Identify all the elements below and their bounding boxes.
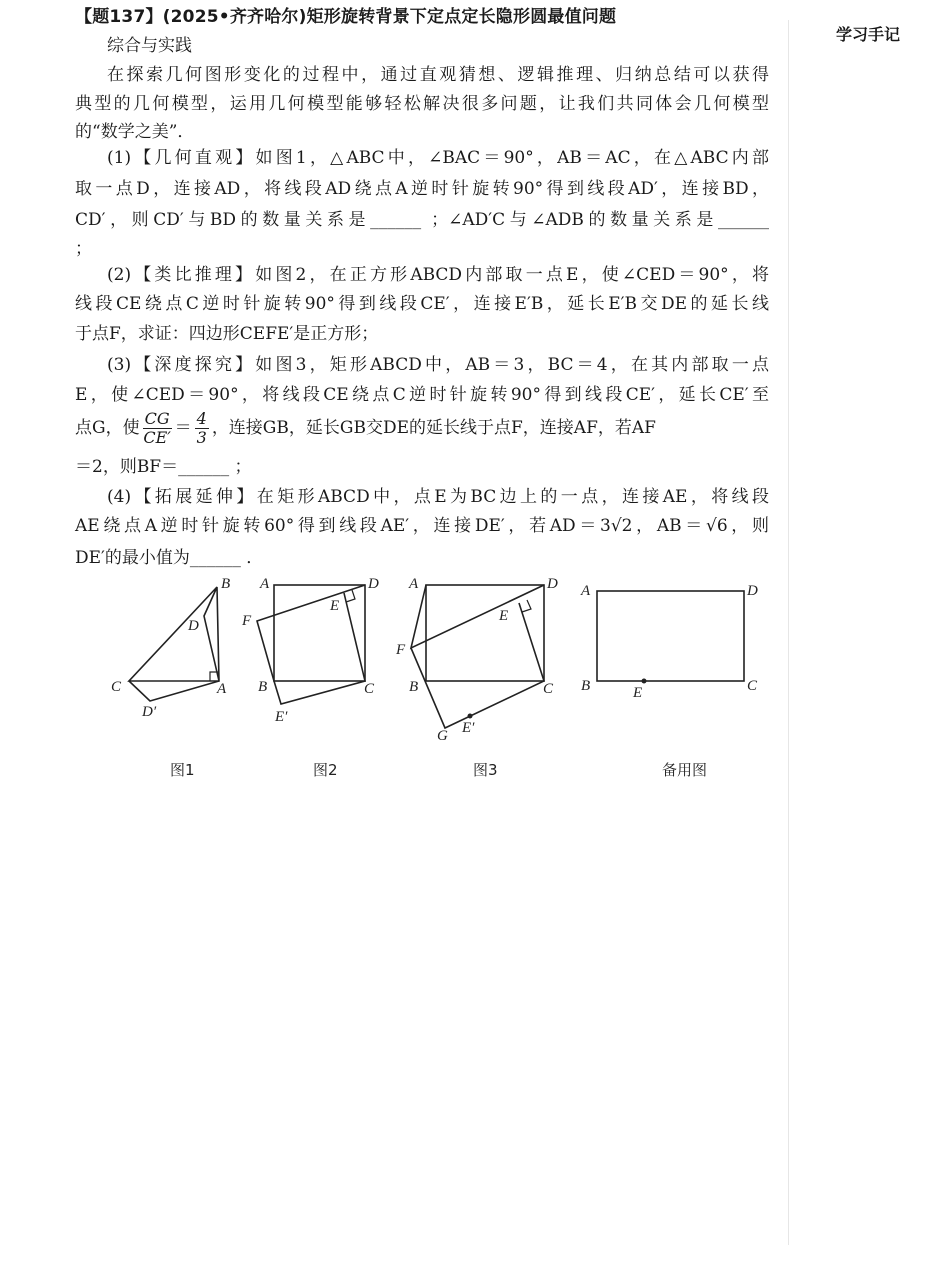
intro-line: 典型的几何模型，运用几何模型能够轻松解决很多问题，让我们共同体会几何模型 [75,94,769,114]
label-e: E [330,598,340,614]
point-e [642,679,647,684]
label-e-prime: E′ [275,709,288,725]
label-a: A [217,681,227,697]
figure-3 [411,585,544,728]
fraction-denominator: 3 [196,427,207,447]
label-d: D [368,576,379,592]
label-b: B [258,679,268,695]
label-c: C [111,679,122,695]
q3-text: 点G，使 [75,418,140,438]
q2-line: 线段CE绕点C逆时针旋转90°得到线段CE′，连接E′B，延长E′B交DE的延长线 [75,294,769,314]
figure-1-caption: 图1 [170,761,195,779]
label-b: B [581,678,591,694]
label-d-prime: D′ [142,704,157,720]
label-d: D [188,618,199,634]
q1-line: ； [75,239,92,259]
q1-line: 取一点D，连接AD，将线段AD绕点A逆时针旋转90°得到线段AD′，连接BD， [75,179,769,199]
figure-backup-caption: 备用图 [662,761,708,779]
section-heading: 综合与实践 [107,36,192,56]
label-c: C [543,681,554,697]
q3-line: E，使∠CED＝90°，将线段CE绕点C逆时针旋转90°得到线段CE′，延长CE′至 [75,385,769,405]
label-d: D [547,576,558,592]
study-notes-label: 学习手记 [836,25,901,44]
figure-2-caption: 图2 [313,761,338,779]
q2-line: (2)【类比推理】如图2，在正方形ABCD内部取一点E，使∠CED＝90°，将 [107,265,769,285]
label-a: A [581,583,591,599]
intro-line: 的“数学之美”． [75,122,195,142]
label-a: A [260,576,270,592]
q3-line: (3)【深度探究】如图3，矩形ABCD中，AB＝3，BC＝4，在其内部取一点 [107,355,769,375]
q2-line: 于点F，求证：四边形CEFE′是正方形； [75,324,379,344]
point-e-prime [468,714,473,719]
equals-sign: ＝ [174,418,192,438]
label-b: B [409,679,419,695]
label-f: F [242,613,252,629]
intro-line: 在探索几何图形变化的过程中，通过直观猜想、逻辑推理、归纳总结可以获得 [107,65,769,85]
fraction-denominator: CE′ [143,427,171,447]
label-e: E [499,608,509,624]
q1-line: CD′，则CD′与BD的数量关系是______ ；∠AD′C与∠ADB的数量关系是______ [75,210,769,230]
figure-backup [597,591,744,681]
label-e: E [633,685,643,701]
fraction-numerator: CG [144,408,170,428]
figure-3-caption: 图3 [473,761,498,779]
label-b: B [221,576,231,592]
q4-line: (4)【拓展延伸】在矩形ABCD中，点E为BC边上的一点，连接AE，将线段 [107,487,769,507]
problem-title: 【题137】(2025•齐齐哈尔)矩形旋转背景下定点定长隐形圆最值问题 [75,7,617,27]
label-c: C [747,678,758,694]
fraction-numerator: 4 [196,408,207,428]
q4-line: AE绕点A逆时针旋转60°得到线段AE′，连接DE′，若AD＝3√2，AB＝√6，则 [75,516,769,536]
label-d: D [747,583,758,599]
q3-line: ＝2，则BF＝______ ； [75,457,252,477]
label-f: F [396,642,406,658]
label-a: A [409,576,419,592]
figure-2 [257,585,365,704]
q1-line: (1)【几何直观】如图1，△ABC中，∠BAC＝90°，AB＝AC，在△ABC内部 [107,148,769,168]
q4-line: DE′的最小值为______ ． [75,548,264,568]
label-c: C [364,681,375,697]
label-g: G [437,728,448,744]
figure-1 [129,587,219,701]
q3-text: ，连接GB，延长GB交DE的延长线于点F，连接AF，若AF [211,418,656,438]
label-e-prime: E′ [462,720,475,736]
